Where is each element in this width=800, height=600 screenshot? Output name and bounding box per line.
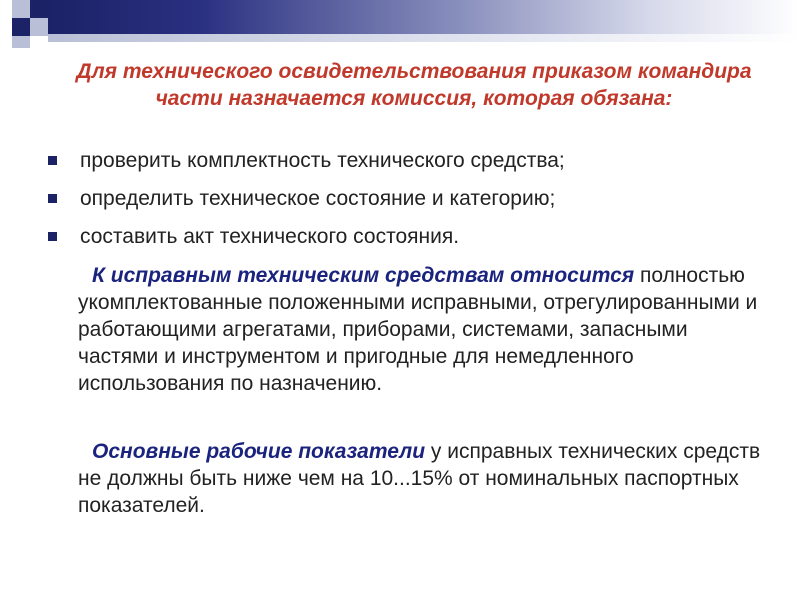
bullet-text: определить техническое состояние и категорию; [80,187,556,210]
paragraph-emphasis: Основные рабочие показатели [92,440,426,463]
paragraph-serviceable [78,262,768,397]
bullet-list [44,148,764,262]
square-bullet-icon [48,194,57,203]
decor-square [30,18,48,36]
bullet-item [44,148,764,174]
header-gradient-fade [48,34,800,42]
paragraph-indicators [78,438,768,519]
paragraph-text: у исправных технических средств не должны быть ниже чем на 10...15% от номинальных паспортных показателей. [78,440,761,517]
bullet-text: составить акт технического состояния. [80,225,460,248]
bullet-text: проверить комплектность технического средства; [80,149,565,172]
paragraph-emphasis: К исправным техническим средствам относится [92,264,635,287]
square-bullet-icon [48,156,57,165]
paragraph-text: полностью укомплектованные положенными исправными, отрегулированными и работающими агрегатами, приборами, системами, запасными частями и инструментом и пригодные для немедленного использования по назначению. [78,264,758,395]
decor-square [30,0,48,18]
decor-square [12,0,30,18]
square-bullet-icon [48,232,57,241]
decor-square [12,36,30,48]
header-gradient-band [48,0,800,34]
bullet-item [44,186,764,212]
decor-square [12,18,30,36]
bullet-item [44,224,764,250]
slide-heading: Для технического освидетельствования приказом командира части назначается комиссия, которая обязана: [76,60,752,110]
